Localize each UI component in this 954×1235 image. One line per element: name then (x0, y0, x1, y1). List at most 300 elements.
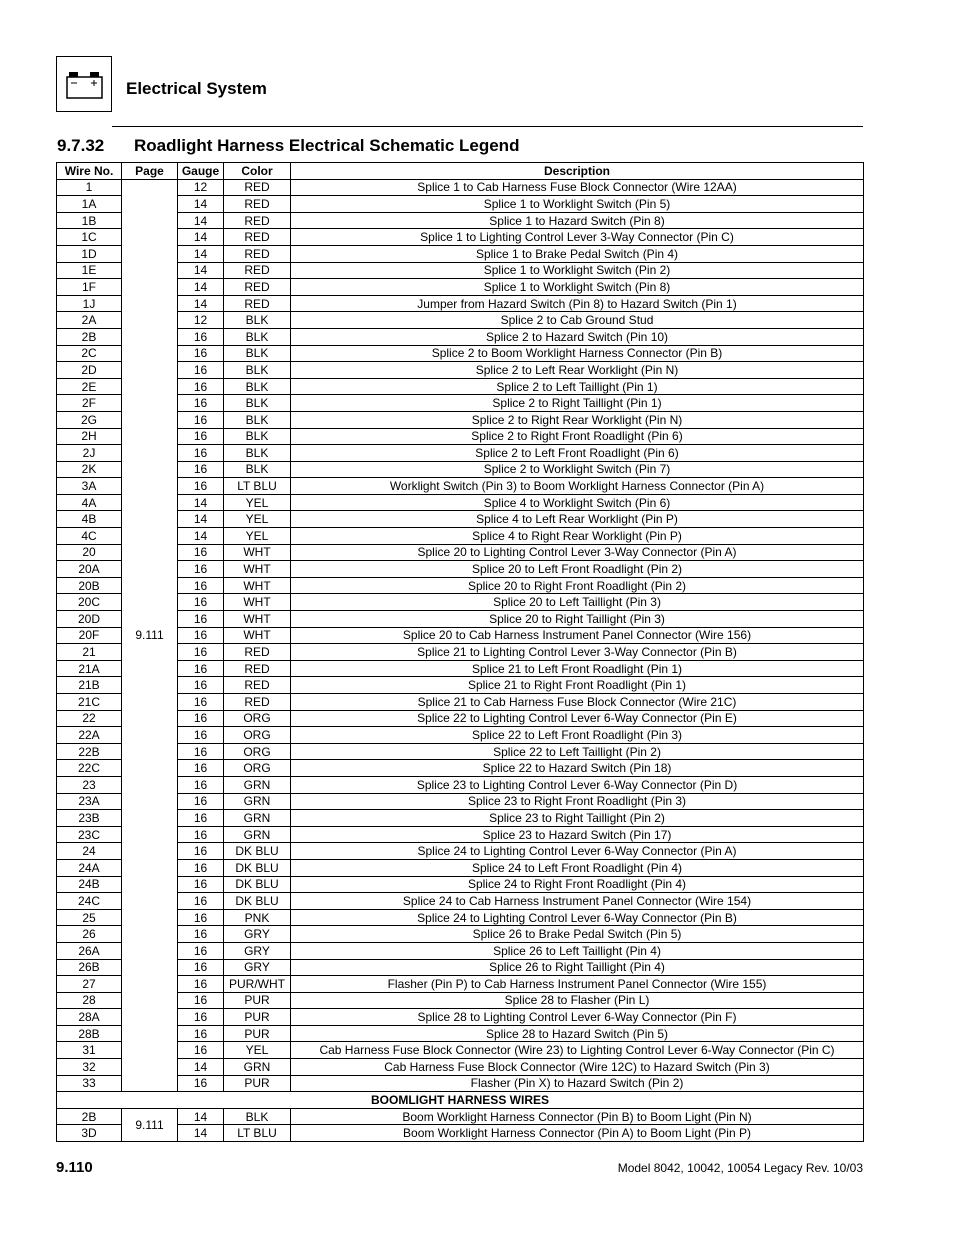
table-row (57, 694, 864, 711)
gauge-cell: 16 (178, 461, 224, 478)
table-row (57, 494, 864, 511)
wire-number-cell: 2J (57, 445, 122, 462)
table-row (57, 395, 864, 412)
color-cell: PNK (224, 909, 291, 926)
col-header-wire: Wire No. (57, 163, 122, 180)
wire-number-cell: 33 (57, 1075, 122, 1092)
description-cell: Splice 24 to Lighting Control Lever 6-Way Connector (Pin B) (291, 909, 864, 926)
gauge-cell: 16 (178, 876, 224, 893)
gauge-cell: 12 (178, 179, 224, 196)
gauge-cell: 14 (178, 212, 224, 229)
page-ref-cell: 9.111 (122, 1108, 178, 1141)
description-cell: Splice 1 to Brake Pedal Switch (Pin 4) (291, 245, 864, 262)
table-row (57, 1108, 864, 1125)
description-cell: Splice 22 to Left Taillight (Pin 2) (291, 743, 864, 760)
color-cell: LT BLU (224, 478, 291, 495)
table-row (57, 345, 864, 362)
wire-number-cell: 31 (57, 1042, 122, 1059)
table-row (57, 942, 864, 959)
description-cell: Splice 26 to Right Taillight (Pin 4) (291, 959, 864, 976)
table-row (57, 378, 864, 395)
wire-number-cell: 1C (57, 229, 122, 246)
color-cell: BLK (224, 328, 291, 345)
color-cell: PUR (224, 1025, 291, 1042)
footer-page-number: 9.110 (56, 1159, 93, 1176)
gauge-cell: 16 (178, 859, 224, 876)
gauge-cell: 14 (178, 494, 224, 511)
color-cell: RED (224, 196, 291, 213)
color-cell: BLK (224, 378, 291, 395)
color-cell: RED (224, 660, 291, 677)
gauge-cell: 14 (178, 245, 224, 262)
description-cell: Splice 2 to Left Rear Worklight (Pin N) (291, 362, 864, 379)
table-row (57, 926, 864, 943)
wire-number-cell: 4B (57, 511, 122, 528)
gauge-cell: 16 (178, 793, 224, 810)
table-row (57, 876, 864, 893)
description-cell: Splice 20 to Right Front Roadlight (Pin 2) (291, 577, 864, 594)
gauge-cell: 16 (178, 627, 224, 644)
color-cell: BLK (224, 411, 291, 428)
description-cell: Splice 21 to Left Front Roadlight (Pin 1) (291, 660, 864, 677)
table-row (57, 760, 864, 777)
gauge-cell: 16 (178, 959, 224, 976)
description-cell: Splice 24 to Lighting Control Lever 6-Way Connector (Pin A) (291, 843, 864, 860)
table-row (57, 843, 864, 860)
color-cell: GRN (224, 793, 291, 810)
table-row (57, 727, 864, 744)
table-row (57, 627, 864, 644)
boom-wires-body (57, 1108, 864, 1141)
table-row (57, 776, 864, 793)
table-row (57, 611, 864, 628)
wire-number-cell: 4C (57, 528, 122, 545)
wire-number-cell: 3A (57, 478, 122, 495)
color-cell: RED (224, 644, 291, 661)
color-cell: PUR (224, 1075, 291, 1092)
description-cell: Splice 28 to Lighting Control Lever 6-Way Connector (Pin F) (291, 1009, 864, 1026)
description-cell: Splice 2 to Cab Ground Stud (291, 312, 864, 329)
table-row (57, 1025, 864, 1042)
group-label: BOOMLIGHT HARNESS WIRES (57, 1092, 864, 1109)
wire-number-cell: 1B (57, 212, 122, 229)
wire-number-cell: 2B (57, 328, 122, 345)
gauge-cell: 16 (178, 1009, 224, 1026)
description-cell: Splice 24 to Left Front Roadlight (Pin 4) (291, 859, 864, 876)
table-row (57, 245, 864, 262)
wire-number-cell: 2A (57, 312, 122, 329)
description-cell: Splice 20 to Right Taillight (Pin 3) (291, 611, 864, 628)
table-row (57, 312, 864, 329)
color-cell: DK BLU (224, 893, 291, 910)
table-row (57, 411, 864, 428)
description-cell: Splice 23 to Lighting Control Lever 6-Way Connector (Pin D) (291, 776, 864, 793)
wire-number-cell: 2B (57, 1108, 122, 1125)
gauge-cell: 16 (178, 677, 224, 694)
gauge-cell: 14 (178, 196, 224, 213)
table-row (57, 859, 864, 876)
table-row (57, 644, 864, 661)
color-cell: RED (224, 212, 291, 229)
description-cell: Splice 2 to Worklight Switch (Pin 7) (291, 461, 864, 478)
gauge-cell: 14 (178, 511, 224, 528)
table-header-row (57, 163, 864, 180)
wire-number-cell: 1E (57, 262, 122, 279)
wire-number-cell: 27 (57, 976, 122, 993)
color-cell: BLK (224, 1108, 291, 1125)
table-row (57, 262, 864, 279)
gauge-cell: 16 (178, 345, 224, 362)
header-divider (112, 126, 863, 127)
table-row (57, 544, 864, 561)
wire-number-cell: 2H (57, 428, 122, 445)
description-cell: Splice 4 to Right Rear Worklight (Pin P) (291, 528, 864, 545)
gauge-cell: 14 (178, 295, 224, 312)
description-cell: Splice 1 to Worklight Switch (Pin 2) (291, 262, 864, 279)
table-row (57, 594, 864, 611)
description-cell: Splice 26 to Left Taillight (Pin 4) (291, 942, 864, 959)
heading-title: Roadlight Harness Electrical Schematic Legend (134, 136, 520, 155)
description-cell: Flasher (Pin X) to Hazard Switch (Pin 2) (291, 1075, 864, 1092)
color-cell: WHT (224, 627, 291, 644)
color-cell: BLK (224, 445, 291, 462)
gauge-cell: 16 (178, 710, 224, 727)
table-row (57, 976, 864, 993)
wire-number-cell: 2C (57, 345, 122, 362)
wire-number-cell: 1 (57, 179, 122, 196)
color-cell: WHT (224, 611, 291, 628)
main-wires-body (57, 179, 864, 1092)
gauge-cell: 16 (178, 378, 224, 395)
wire-number-cell: 23B (57, 810, 122, 827)
color-cell: GRN (224, 826, 291, 843)
color-cell: BLK (224, 312, 291, 329)
table-row (57, 992, 864, 1009)
description-cell: Splice 26 to Brake Pedal Switch (Pin 5) (291, 926, 864, 943)
wire-number-cell: 20A (57, 561, 122, 578)
description-cell: Flasher (Pin P) to Cab Harness Instrument Panel Connector (Wire 155) (291, 976, 864, 993)
gauge-cell: 16 (178, 992, 224, 1009)
table-row (57, 229, 864, 246)
color-cell: PUR (224, 992, 291, 1009)
gauge-cell: 16 (178, 544, 224, 561)
table-row (57, 810, 864, 827)
color-cell: GRN (224, 810, 291, 827)
table-row (57, 893, 864, 910)
description-cell: Splice 21 to Lighting Control Lever 3-Way Connector (Pin B) (291, 644, 864, 661)
gauge-cell: 14 (178, 279, 224, 296)
description-cell: Splice 28 to Hazard Switch (Pin 5) (291, 1025, 864, 1042)
wire-number-cell: 22A (57, 727, 122, 744)
gauge-cell: 16 (178, 577, 224, 594)
description-cell: Splice 2 to Left Front Roadlight (Pin 6) (291, 445, 864, 462)
description-cell: Boom Worklight Harness Connector (Pin A) to Boom Light (Pin P) (291, 1125, 864, 1142)
wire-number-cell: 23A (57, 793, 122, 810)
table-row (57, 461, 864, 478)
table-row (57, 428, 864, 445)
color-cell: RED (224, 694, 291, 711)
color-cell: WHT (224, 577, 291, 594)
description-cell: Splice 21 to Right Front Roadlight (Pin 1) (291, 677, 864, 694)
table-row (57, 1009, 864, 1026)
group-header-row (57, 1092, 864, 1109)
gauge-cell: 12 (178, 312, 224, 329)
gauge-cell: 16 (178, 826, 224, 843)
col-header-color: Color (224, 163, 291, 180)
table-row (57, 179, 864, 196)
color-cell: RED (224, 677, 291, 694)
wire-number-cell: 24A (57, 859, 122, 876)
wire-number-cell: 2F (57, 395, 122, 412)
battery-icon-frame (56, 56, 112, 112)
description-cell: Splice 20 to Cab Harness Instrument Panel Connector (Wire 156) (291, 627, 864, 644)
gauge-cell: 16 (178, 561, 224, 578)
gauge-cell: 16 (178, 976, 224, 993)
description-cell: Splice 23 to Right Taillight (Pin 2) (291, 810, 864, 827)
table-row (57, 478, 864, 495)
table-row (57, 660, 864, 677)
color-cell: GRY (224, 926, 291, 943)
wire-number-cell: 21 (57, 644, 122, 661)
table-row (57, 677, 864, 694)
wire-number-cell: 2E (57, 378, 122, 395)
gauge-cell: 16 (178, 909, 224, 926)
table-row (57, 909, 864, 926)
wire-number-cell: 1J (57, 295, 122, 312)
color-cell: YEL (224, 528, 291, 545)
description-cell: Splice 20 to Left Front Roadlight (Pin 2) (291, 561, 864, 578)
wire-number-cell: 2K (57, 461, 122, 478)
table-row (57, 577, 864, 594)
description-cell: Splice 1 to Lighting Control Lever 3-Way Connector (Pin C) (291, 229, 864, 246)
wire-number-cell: 26B (57, 959, 122, 976)
color-cell: GRN (224, 1059, 291, 1076)
table-row (57, 212, 864, 229)
description-cell: Splice 1 to Cab Harness Fuse Block Connector (Wire 12AA) (291, 179, 864, 196)
table-row (57, 328, 864, 345)
color-cell: YEL (224, 1042, 291, 1059)
color-cell: RED (224, 279, 291, 296)
wire-number-cell: 22 (57, 710, 122, 727)
table-row (57, 445, 864, 462)
description-cell: Splice 2 to Left Taillight (Pin 1) (291, 378, 864, 395)
gauge-cell: 16 (178, 1075, 224, 1092)
gauge-cell: 16 (178, 1025, 224, 1042)
wire-number-cell: 32 (57, 1059, 122, 1076)
wire-number-cell: 23C (57, 826, 122, 843)
color-cell: BLK (224, 362, 291, 379)
description-cell: Splice 2 to Hazard Switch (Pin 10) (291, 328, 864, 345)
color-cell: GRY (224, 942, 291, 959)
gauge-cell: 14 (178, 1059, 224, 1076)
wire-number-cell: 2G (57, 411, 122, 428)
color-cell: RED (224, 262, 291, 279)
gauge-cell: 16 (178, 644, 224, 661)
wire-number-cell: 22B (57, 743, 122, 760)
description-cell: Boom Worklight Harness Connector (Pin B) to Boom Light (Pin N) (291, 1108, 864, 1125)
description-cell: Splice 20 to Lighting Control Lever 3-Way Connector (Pin A) (291, 544, 864, 561)
description-cell: Splice 22 to Lighting Control Lever 6-Way Connector (Pin E) (291, 710, 864, 727)
table-row (57, 959, 864, 976)
gauge-cell: 14 (178, 262, 224, 279)
color-cell: YEL (224, 511, 291, 528)
table-row (57, 279, 864, 296)
gauge-cell: 16 (178, 694, 224, 711)
gauge-cell: 16 (178, 611, 224, 628)
col-header-gauge: Gauge (178, 163, 224, 180)
description-cell: Splice 28 to Flasher (Pin L) (291, 992, 864, 1009)
table-row (57, 511, 864, 528)
table-row (57, 196, 864, 213)
description-cell: Splice 22 to Left Front Roadlight (Pin 3) (291, 727, 864, 744)
wire-number-cell: 21A (57, 660, 122, 677)
wire-number-cell: 20 (57, 544, 122, 561)
color-cell: BLK (224, 461, 291, 478)
description-cell: Cab Harness Fuse Block Connector (Wire 23) to Lighting Control Lever 6-Way Connector (Pin C) (291, 1042, 864, 1059)
page-ref-cell: 9.111 (122, 179, 178, 1092)
description-cell: Splice 2 to Right Taillight (Pin 1) (291, 395, 864, 412)
gauge-cell: 16 (178, 411, 224, 428)
col-header-description: Description (291, 163, 864, 180)
color-cell: DK BLU (224, 843, 291, 860)
color-cell: LT BLU (224, 1125, 291, 1142)
color-cell: RED (224, 245, 291, 262)
wire-number-cell: 24 (57, 843, 122, 860)
wire-number-cell: 26 (57, 926, 122, 943)
description-cell: Splice 21 to Cab Harness Fuse Block Connector (Wire 21C) (291, 694, 864, 711)
table-row (57, 295, 864, 312)
gauge-cell: 16 (178, 594, 224, 611)
wire-legend-table (56, 162, 864, 1142)
color-cell: ORG (224, 760, 291, 777)
table-row (57, 710, 864, 727)
description-cell: Splice 24 to Right Front Roadlight (Pin 4) (291, 876, 864, 893)
color-cell: PUR/WHT (224, 976, 291, 993)
color-cell: BLK (224, 345, 291, 362)
gauge-cell: 16 (178, 1042, 224, 1059)
description-cell: Splice 23 to Hazard Switch (Pin 17) (291, 826, 864, 843)
gauge-cell: 16 (178, 810, 224, 827)
description-cell: Splice 1 to Worklight Switch (Pin 8) (291, 279, 864, 296)
gauge-cell: 14 (178, 1108, 224, 1125)
description-cell: Splice 2 to Boom Worklight Harness Connector (Pin B) (291, 345, 864, 362)
description-cell: Jumper from Hazard Switch (Pin 8) to Hazard Switch (Pin 1) (291, 295, 864, 312)
color-cell: DK BLU (224, 876, 291, 893)
color-cell: ORG (224, 710, 291, 727)
color-cell: WHT (224, 544, 291, 561)
wire-number-cell: 21C (57, 694, 122, 711)
description-cell: Splice 24 to Cab Harness Instrument Panel Connector (Wire 154) (291, 893, 864, 910)
wire-number-cell: 2D (57, 362, 122, 379)
gauge-cell: 16 (178, 743, 224, 760)
description-cell: Splice 22 to Hazard Switch (Pin 18) (291, 760, 864, 777)
wire-number-cell: 20C (57, 594, 122, 611)
color-cell: DK BLU (224, 859, 291, 876)
wire-number-cell: 24B (57, 876, 122, 893)
gauge-cell: 16 (178, 395, 224, 412)
color-cell: ORG (224, 743, 291, 760)
wire-number-cell: 1D (57, 245, 122, 262)
wire-number-cell: 4A (57, 494, 122, 511)
color-cell: YEL (224, 494, 291, 511)
gauge-cell: 16 (178, 660, 224, 677)
color-cell: RED (224, 179, 291, 196)
wire-number-cell: 1F (57, 279, 122, 296)
color-cell: BLK (224, 428, 291, 445)
wire-number-cell: 21B (57, 677, 122, 694)
gauge-cell: 14 (178, 528, 224, 545)
wire-number-cell: 28B (57, 1025, 122, 1042)
color-cell: BLK (224, 395, 291, 412)
table-row (57, 793, 864, 810)
description-cell: Worklight Switch (Pin 3) to Boom Worklight Harness Connector (Pin A) (291, 478, 864, 495)
gauge-cell: 16 (178, 760, 224, 777)
description-cell: Splice 2 to Right Front Roadlight (Pin 6) (291, 428, 864, 445)
section-title: Electrical System (126, 79, 267, 98)
wire-number-cell: 23 (57, 776, 122, 793)
wire-number-cell: 24C (57, 893, 122, 910)
color-cell: RED (224, 295, 291, 312)
gauge-cell: 16 (178, 893, 224, 910)
table-row (57, 528, 864, 545)
battery-icon (57, 57, 113, 113)
color-cell: ORG (224, 727, 291, 744)
wire-number-cell: 3D (57, 1125, 122, 1142)
gauge-cell: 16 (178, 776, 224, 793)
table-row (57, 362, 864, 379)
gauge-cell: 14 (178, 1125, 224, 1142)
wire-number-cell: 28A (57, 1009, 122, 1026)
gauge-cell: 16 (178, 926, 224, 943)
gauge-cell: 14 (178, 229, 224, 246)
table-row (57, 826, 864, 843)
description-cell: Splice 2 to Right Rear Worklight (Pin N) (291, 411, 864, 428)
wire-number-cell: 26A (57, 942, 122, 959)
description-cell: Splice 1 to Hazard Switch (Pin 8) (291, 212, 864, 229)
gauge-cell: 16 (178, 428, 224, 445)
color-cell: WHT (224, 561, 291, 578)
color-cell: WHT (224, 594, 291, 611)
color-cell: PUR (224, 1009, 291, 1026)
table-row (57, 1125, 864, 1142)
gauge-cell: 16 (178, 328, 224, 345)
heading-number: 9.7.32 (57, 136, 105, 155)
description-cell: Splice 23 to Right Front Roadlight (Pin 3) (291, 793, 864, 810)
wire-number-cell: 22C (57, 760, 122, 777)
col-header-page: Page (122, 163, 178, 180)
table-row (57, 1059, 864, 1076)
gauge-cell: 16 (178, 445, 224, 462)
description-cell: Splice 1 to Worklight Switch (Pin 5) (291, 196, 864, 213)
boom-section-body (57, 1092, 864, 1109)
table-row (57, 743, 864, 760)
gauge-cell: 16 (178, 942, 224, 959)
color-cell: GRY (224, 959, 291, 976)
wire-number-cell: 25 (57, 909, 122, 926)
description-cell: Splice 20 to Left Taillight (Pin 3) (291, 594, 864, 611)
gauge-cell: 16 (178, 362, 224, 379)
description-cell: Cab Harness Fuse Block Connector (Wire 12C) to Hazard Switch (Pin 3) (291, 1059, 864, 1076)
gauge-cell: 16 (178, 727, 224, 744)
color-cell: GRN (224, 776, 291, 793)
wire-number-cell: 20B (57, 577, 122, 594)
table-row (57, 1075, 864, 1092)
wire-number-cell: 20F (57, 627, 122, 644)
wire-number-cell: 28 (57, 992, 122, 1009)
gauge-cell: 16 (178, 478, 224, 495)
wire-number-cell: 1A (57, 196, 122, 213)
table-row (57, 1042, 864, 1059)
